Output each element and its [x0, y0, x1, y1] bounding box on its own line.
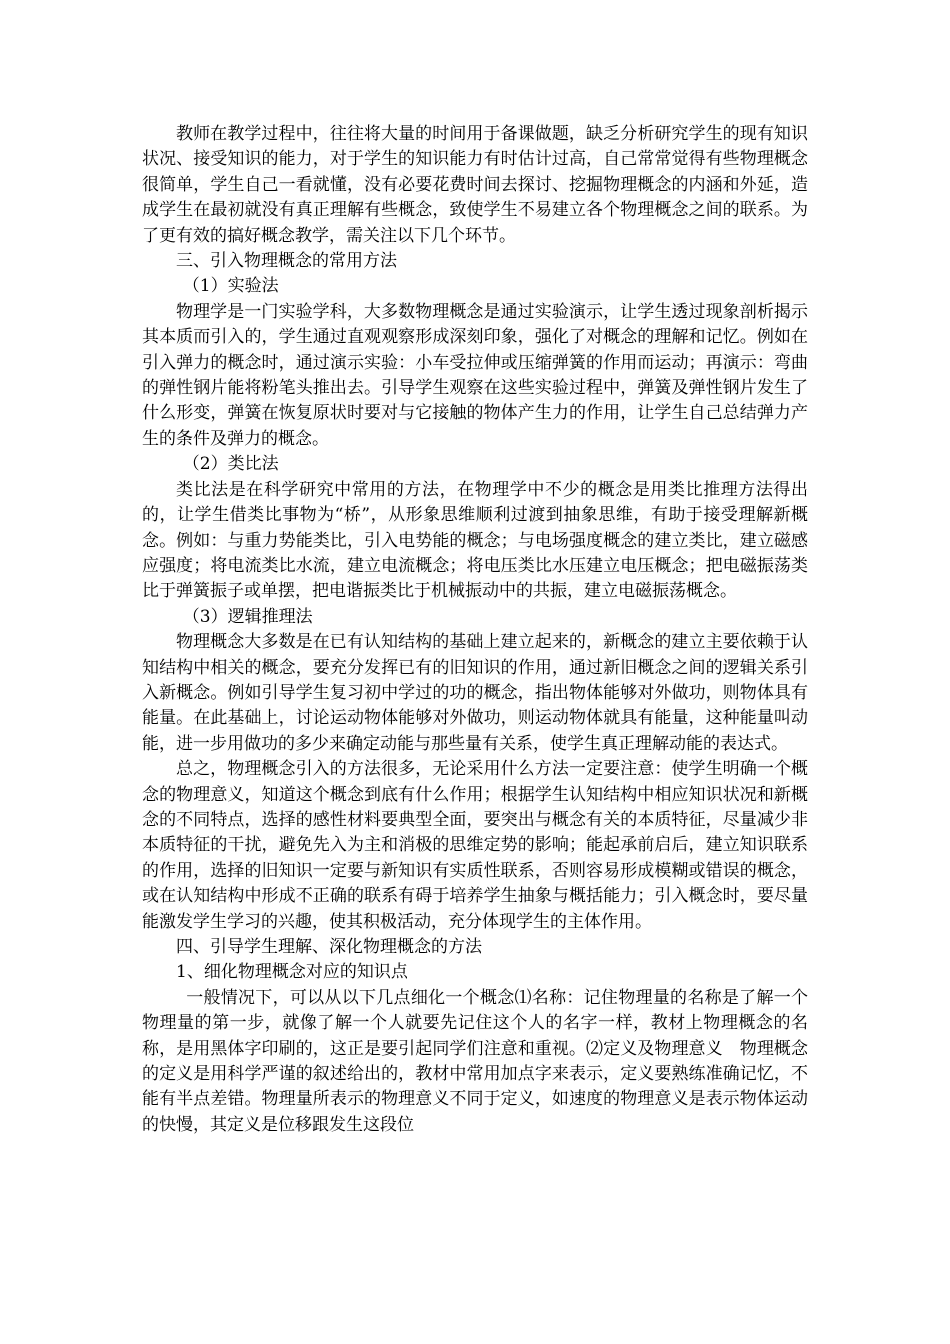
section-heading-4: 四、引导学生理解、深化物理概念的方法	[176, 937, 482, 957]
paragraph-intro: 教师在教学过程中，往往将大量的时间用于备课做题，缺乏分析研究学生的现有知识状况、接受知识的能力，对于学生的知识能力有时估计过高，自己常常觉得有些物理概念很简单，学生自己一看就懂，没有必要花费时间去探讨、挖掘物理概念的内涵和外延，造成学生在最初就没有真正理解有些概念，致使学生不易建立各个物理概念之间的联系。为了更有效的搞好概念教学，需关注以下几个环节。	[142, 124, 808, 246]
paragraph-refine-concept: 一般情况下，可以从以下几点细化一个概念⑴名称：记住物理量的名称是了解一个物理量的第一步，就像了解一个人就要先记住这个人的名字一样，教材上物理概念的名称，是用黑体字印刷的，这正是要引起同学们注意和重视。⑵定义及物理意义 物理概念的定义是用科学严谨的叙述给出的，教材中常用加点字来表示，定义要熟练准确记忆，不能有半点差错。物理量所表示的物理意义不同于定义，如速度的物理意义是表示物体运动的快慢，其定义是位移跟发生这段位	[142, 987, 808, 1135]
section-heading-3: 三、引入物理概念的常用方法	[176, 251, 397, 272]
paragraph-logic-method: 物理概念大多数是在已有认知结构的基础上建立起来的，新概念的建立主要依赖于认知结构中相关的概念，要充分发挥已有的旧知识的作用，通过新旧概念之间的逻辑关系引入新概念。例如引导学生复习初中学过的功的概念，指出物体能够对外做功，则物体具有能量。在此基础上，讨论运动物体能够对外做功，则运动物体就具有能量，这种能量叫动能，进一步用做功的多少来确定动能与那些量有关系，使学生真正理解动能的表达式。	[142, 632, 808, 754]
paragraph-analogy-method: 类比法是在科学研究中常用的方法，在物理学中不少的概念是用类比推理方法得出的，让学生借类比事物为“桥”，从形象思维顺利过渡到抽象思维，有助于接受理解新概念。例如：与重力势能类比，引入电势能的概念；与电场强度概念的建立类比，建立磁感应强度；将电流类比水流，建立电流概念；将电压类比水压建立电压概念；把电磁振荡类比于弹簧振子或单摆，把电谐振类比于机械振动中的共振，建立电磁振荡概念。	[142, 479, 808, 602]
subsection-heading-1: 1、细化物理概念对应的知识点	[176, 962, 408, 983]
subheading-experiment-method: （1）实验法	[182, 276, 279, 297]
subheading-logic-method: （3）逻辑推理法	[182, 606, 313, 627]
document-page	[142, 122, 808, 1138]
subheading-analogy-method: （2）类比法	[182, 454, 279, 475]
paragraph-summary: 总之，物理概念引入的方法很多，无论采用什么方法一定要注意：使学生明确一个概念的物理意义，知道这个概念到底有什么作用；根据学生认知结构中相应知识状况和新概念的不同特点，选择的感性材料要典型全面，要突出与概念有关的本质特征，尽量减少非本质特征的干扰，避免先入为主和消极的思维定势的影响；能起承前启后，建立知识联系的作用，选择的旧知识一定要与新知识有实质性联系，否则容易形成模糊或错误的概念，或在认知结构中形成不正确的联系有碍于培养学生抽象与概括能力；引入概念时，要尽量能激发学生学习的兴趣，使其积极活动，充分体现学生的主体作用。	[142, 759, 808, 932]
paragraph-experiment-method: 物理学是一门实验学科，大多数物理概念是通过实验演示，让学生透过现象剖析揭示其本质而引入的，学生通过直观观察形成深刻印象，强化了对概念的理解和记忆。例如在引入弹力的概念时，通过演示实验：小车受拉伸或压缩弹簧的作用而运动；再演示：弯曲的弹性钢片能将粉笔头推出去。引导学生观察在这些实验过程中，弹簧及弹性钢片发生了什么形变，弹簧在恢复原状时要对与它接触的物体产生力的作用，让学生自己总结弹力产生的条件及弹力的概念。	[142, 301, 808, 449]
